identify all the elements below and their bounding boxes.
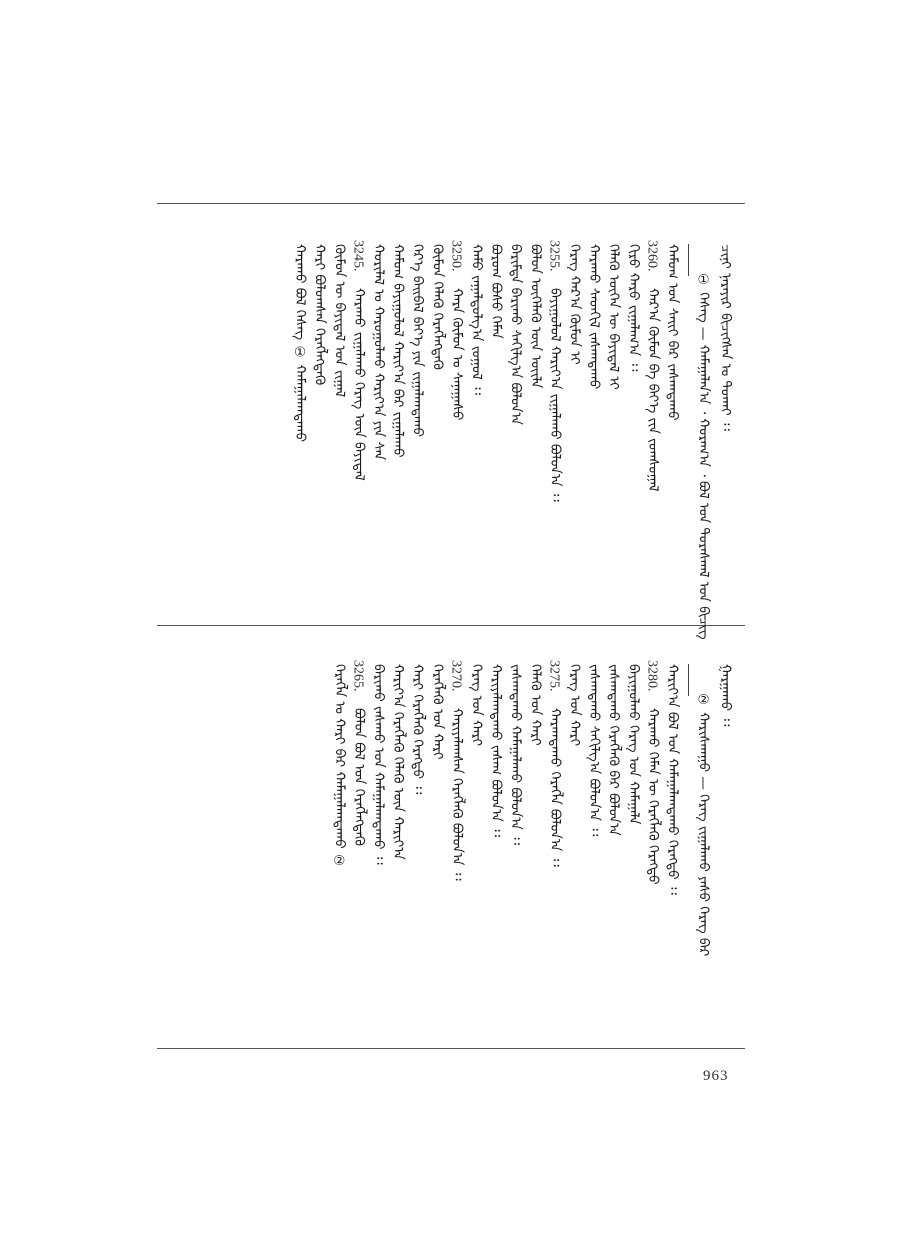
verse-line: ᠪᠣᠯᠤᠨ ᠦᠭᠡᠯᠡᠬᠦ ᠦᠨ ᠦᠢᠯᠡ: [527, 244, 544, 389]
verse-line: ᠪᠠᠷᠢᠮᠲᠠ ᠪᠠᠷᠢᠬᠤ ᠰᠠᠬᠢᠯᠭ᠎ᠠ ᠪᠣᠯᠤᠨ᠎ᠠ: [507, 244, 524, 425]
verse-line: ᠬᠠᠷᠢ ᠪᠣᠯᠤᠭᠰᠠᠨ ᠬᠡᠷᠡᠭᠯᠡᠭᠳᠡᠬᠦ: [311, 244, 328, 386]
verse-line: ᠵᠠᠰᠠᠭᠳᠠᠬᠤ ᠬᠡᠷᠡᠭᠯᠡᠬᠦ ᠪᠠᠷ ᠪᠣᠯᠤᠨ᠎ᠠ: [605, 664, 622, 836]
line-number: 3275.: [546, 660, 562, 692]
verse-line: ᠵᠠᠰᠠᠭᠳᠠᠬᠤ ᠰᠠᠬᠢᠯᠭ᠎ᠠ ᠪᠣᠯᠤᠨ᠎ᠠ ᠄᠄: [586, 664, 603, 837]
verse-line: ᠪᠠᠶᠢᠭᠤᠯᠤᠯ ᠬᠠᠷᠢᠶ᠎ᠠ ᠵᠢᠭᠠᠯᠠᠬᠤ ᠪᠣᠯᠤᠨ᠎ᠠ ᠄᠄: [546, 288, 563, 502]
verse-line: ᠬᠠᠷᠢ ᠬᠡᠷᠡᠭᠯᠡᠬᠦ ᠬᠡᠷᠡᠭᠲᠦ ᠄᠄: [409, 664, 426, 795]
line-number: 3250.: [448, 240, 464, 272]
verse-line: ᠬᠡᠷ᠎ᠡ ᠪᠠᠢᠪᠠᠯ ᠪᠡᠶ᠎ᠡ ᠶᠢᠨ ᠵᠢᠭᠠᠯᠠᠭᠳᠠᠬᠤ: [409, 244, 426, 437]
verse-line: ᠬᠦᠮᠦᠨ ᠦ ᠪᠠᠶᠢᠳᠠᠯ ᠤᠨ ᠵᠢᠭᠠᠯ: [331, 244, 348, 398]
verse-line: ᠵᠠᠰᠠᠭᠳᠠᠬᠤ ᠬᠠᠮᠠᠭᠠᠯᠠᠬᠤ ᠪᠣᠯᠤᠨ᠎ᠠ ᠄᠄: [507, 664, 524, 845]
middle-rule: [157, 625, 745, 626]
verse-line: ᠬᠡᠷᠡᠭ ᠤᠨ ᠬᠠᠷᠢ: [468, 664, 485, 747]
verse-line: ᠬᠠᠷᠠᠬᠤ ᠪᠣᠯ ᠬᠡᠰᠡᠭ ① ᠬᠠᠮᠠᠭᠠᠯᠠᠭᠳᠠᠬᠤ: [292, 244, 309, 442]
verse-line: ᠬᠡᠷᠡᠭᠯᠡᠬᠦ ᠤᠨ ᠬᠠᠷᠢ: [429, 664, 446, 760]
line-number: 3265.: [350, 660, 366, 692]
line-number: 3245.: [350, 240, 366, 272]
verse-line: ᠬᠠᠷᠠ ᠬᠦᠮᠦᠨ ᠤ ᠰᠠᠨᠠᠭᠠᠰᠤ: [448, 288, 465, 421]
verse-line: ᠬᠠᠷᠢᠶ᠎ᠠ ᠪᠣᠯ ᠤᠨ ᠬᠠᠮᠠᠭᠠᠯᠠᠭᠳᠠᠬᠤ ᠬᠡᠷᠡᠭᠲᠦ ᠄᠄: [664, 664, 681, 895]
verse-line: ᠬᠣᠷᠢᠯᠠᠯ ᠤ ᠬᠠᠷᠤᠭᠤᠯᠬᠤ ᠬᠠᠷᠢᠶ᠎ᠠ ᠶᠢᠨ ᠰᠠᠨ: [370, 244, 387, 461]
verse-line: ᠪᠠᠶᠢᠭᠤᠯᠬᠤ ᠬᠡᠷᠡᠭ ᠤᠨ ᠬᠠᠮᠠᠭᠠᠯᠠ: [625, 664, 642, 825]
top-rule: [157, 203, 745, 204]
upper-footnote-divider: [688, 244, 689, 276]
verse-line: ᠬᠡᠷᠡᠭ ᠤᠨ ᠬᠠᠷᠢ: [566, 664, 583, 747]
verse-line: ᠬᠠᠷᠠᠬᠤ ᠬᠡᠮᠡᠨ ᠦ ᠬᠡᠷᠡᠭᠯᠡᠬᠦ ᠬᠡᠷᠡᠭᠲᠦ: [644, 708, 661, 885]
verse-line: ᠬᠡᠷᠡᠭᠯᠡ ᠤ ᠬᠠᠷᠢ ᠪᠠᠷ ᠬᠠᠮᠠᠭᠠᠯᠠᠭᠳᠠᠬᠤ ②: [331, 664, 348, 869]
verse-line: ᠪᠤᠷᠤᠭ ᠪᠤᠰᠤ ᠬᠡᠮᠡᠨ: [488, 244, 505, 339]
verse-line: ᠪᠠᠷᠢᠬᠤ ᠵᠠᠰᠠᠬᠤ ᠤᠨ ᠬᠠᠮᠠᠭᠠᠯᠠᠭᠳᠠᠬᠤ ᠄᠄: [370, 664, 387, 865]
lower-footnote-line: ② ᠬᠠᠷᠢᠰᠬᠠᠭᠤ — ᠬᠡᠷᠡᠭ ᠵᠢᠭᠠᠯᠠᠬᠤ ᠶᠠᠰᠤ ᠬᠡᠷᠡᠭ ᠪᠠᠷ: [695, 692, 712, 957]
verse-line: ᠬᠠᠷᠢᠶ᠎ᠠ ᠬᠡᠷᠡᠭᠯᠡᠬᠦ ᠬᠡᠯᠡᠬᠦ ᠦᠨ ᠬᠠᠷᠢᠶ᠎ᠠ: [390, 664, 407, 860]
verse-line: ᠬᠦᠮᠦᠨ ᠬᠡᠯᠡᠬᠦ ᠬᠡᠷᠡᠭᠯᠡᠭᠳᠡᠬᠦ: [429, 244, 446, 370]
verse-line: ᠬᠢᠷᠤ ᠬᠠᠷᠤ ᠵᠢᠭᠠᠯᠠᠭ᠎ᠠ ᠄᠄: [625, 244, 642, 372]
lower-verse-block: [0, 660, 899, 1034]
verse-line: ᠬᠠᠷᠢᠶᠠᠯᠠᠭᠰᠠᠨ ᠬᠡᠷᠡᠭᠯᠡᠬᠦ ᠪᠣᠯᠤᠨ᠎ᠠ ᠄᠄: [448, 708, 465, 881]
line-number: 3280.: [644, 660, 660, 692]
page-number: 963: [703, 1068, 729, 1084]
upper-verse-block: [0, 240, 899, 640]
verse-line: ᠬᠠᠮᠤ ᠵᠠᠭᠠᠯᠳᠤᠯᠭ᠎ᠠ ᠵᠤᠭᠤᠯ ᠄᠄: [468, 244, 485, 395]
lower-footnote-divider: [688, 664, 689, 696]
verse-line: ᠪᠣᠯᠤᠨ ᠪᠣᠯ ᠤᠨ ᠬᠡᠷᠡᠭᠯᠡᠭᠳᠡᠬᠦ: [350, 708, 367, 846]
verse-line: ᠬᠠᠷᠠᠬᠤ ᠵᠢᠭᠠᠯᠠᠬᠤ ᠬᠡᠷᠡᠭ ᠦᠨ ᠪᠠᠶᠢᠳᠠᠯ: [350, 288, 367, 481]
line-number: 3255.: [546, 240, 562, 272]
upper-footnote-line: ① ᠬᠡᠰᠡᠭ — ᠬᠠᠮᠠᠭᠠᠯᠠᠨ᠎ᠠ ᠂ ᠬᠤᠷᠠᠭ᠎ᠠ ᠂ ᠪᠣᠯ ᠤᠨ ᠳᠤᠷᠠᠰᠬᠠᠯ ᠤᠨ ᠪᠢᠴᠢᠭ: [695, 272, 712, 640]
bottom-rule: [157, 1048, 745, 1049]
line-number: 3270.: [448, 660, 464, 692]
verse-line: ᠬᠡᠷᠡᠭ ᠬᠠᠷ᠎ᠠ ᠬᠦᠮᠦᠨ ᠢ: [566, 244, 583, 365]
line-number: 3260.: [644, 240, 660, 272]
verse-line: ᠬᠠᠷ᠎ᠠ ᠬᠦᠮᠦᠨ ᠪᠠ ᠪᠡᠶ᠎ᠡ ᠵᠢᠨ ᠵᠣᠭᠰᠣᠭᠠᠯ: [644, 288, 661, 492]
verse-line: ᠬᠡᠯᠡᠭᠦ ᠦᠭᠡᠨ ᠦ ᠪᠠᠶᠢᠳᠠᠯ ᠢ: [605, 244, 622, 390]
verse-line: ᠬᠠᠷᠠᠬᠤ ᠰᠡᠳᠬᠢᠯ ᠵᠠᠰᠠᠭᠳᠠᠬᠤ: [586, 244, 603, 390]
lower-header-line: ᠭᠠᠷᠭᠠᠬᠤ ᠄᠄: [717, 664, 734, 727]
verse-line: ᠬᠠᠮᠤᠭ ᠪᠠᠶᠢᠭᠤᠯᠤᠯ ᠬᠠᠷᠢᠶ᠎ᠠ ᠪᠠᠷ ᠵᠢᠭᠠᠯᠠᠬᠤ: [390, 244, 407, 458]
verse-line: ᠬᠠᠮᠤᠭ ᠤᠨ ᠰᠠᠢᠢ ᠪᠠᠷ ᠵᠠᠰᠠᠭᠳᠠᠬᠤ: [664, 244, 681, 421]
verse-line: ᠬᠠᠷᠠᠭᠳᠠᠬᠤ ᠬᠡᠷᠡᠭᠯᠡ ᠪᠣᠯᠤᠨ᠎ᠠ ᠄᠄: [546, 708, 563, 867]
verse-line: ᠬᠡᠯᠡᠬᠦ ᠤᠨ ᠬᠠᠷᠢ: [527, 664, 544, 746]
verse-line: ᠬᠠᠷᠢᠶᠠᠯᠠᠭᠳᠠᠬᠤ ᠵᠠᠰᠠᠭ ᠪᠣᠯᠤᠨ᠎ᠠ ᠄᠄: [488, 664, 505, 837]
upper-header-line: ᠴᠢᠨᠢ ᠨᠡᠷᠡᠶᠢᠷ ᠪᠢᠴᠢᠭᠰᠡᠨ ᠣ ᠲᠤᠬᠠᠢ ᠄᠄: [717, 244, 734, 431]
